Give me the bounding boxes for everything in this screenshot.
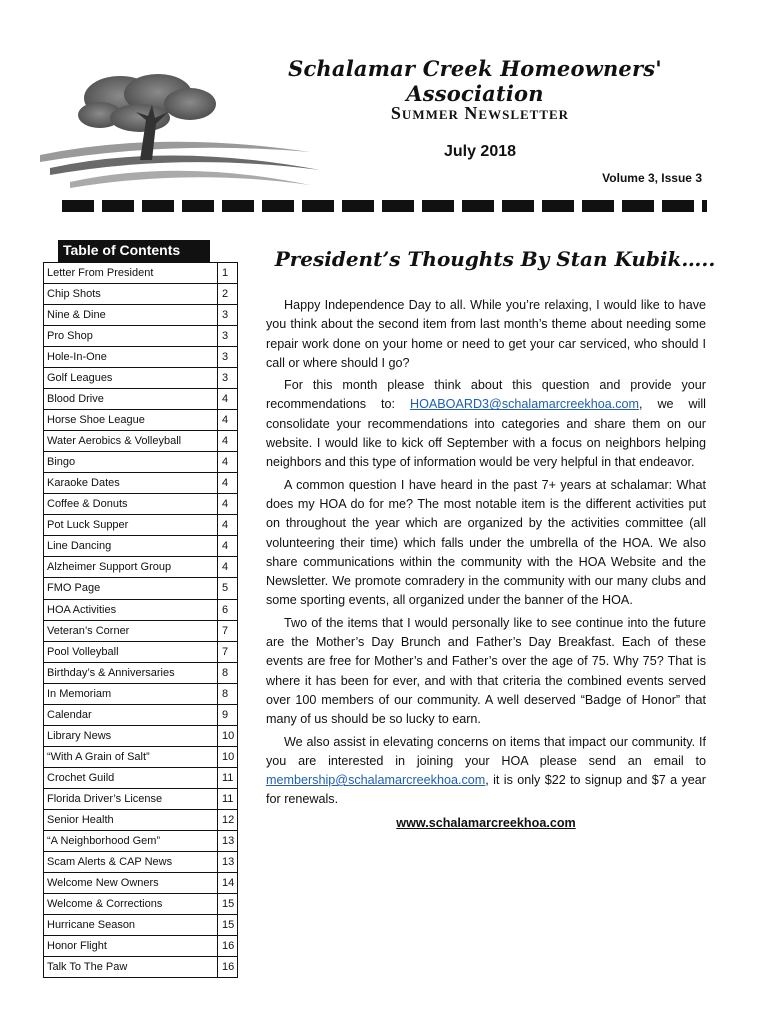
toc-row: [44, 747, 237, 768]
toc-item-title: Scam Alerts & CAP News: [47, 855, 173, 868]
toc-row: [44, 663, 237, 684]
toc-row: [44, 389, 237, 410]
toc-item-title: Crochet Guild: [47, 771, 115, 784]
toc-row: [44, 284, 237, 305]
toc-row: [44, 894, 237, 915]
paragraph-text: , we will consolidate your recommendations into categories and share them on our website. I would like to kick off September with a focus on neighbors helping neighbors and this type of information would be very helpful in that endeavor.: [266, 397, 706, 470]
toc-item-page: 8: [217, 684, 237, 704]
article-body: [266, 296, 706, 833]
toc-item-page: 4: [217, 494, 237, 514]
toc-row: [44, 410, 237, 431]
paragraph-text: We also assist in elevating concerns on items that impact our community. If you are interested in joining your HOA please send an email to: [266, 734, 706, 768]
toc-row: [44, 600, 237, 621]
article-paragraph: A common question I have heard in the past 7+ years at schalamar: What does my HOA do for me? The most notable item is the different activities put on throughout the year which are organized by the activities committee (all volunteering their time) which falls under the umbrella of the HOA. We also share communications within the community with the HOA Website and the Newsletter. We promote comradery in the community with our many clubs and some sporting events, all organized under the banner of the HOA.: [266, 477, 706, 608]
toc-item-page: 16: [217, 957, 237, 977]
toc-item-page: 3: [217, 326, 237, 346]
toc-item-title: HOA Activities: [47, 603, 117, 616]
toc-row: [44, 473, 237, 494]
toc-item-title: Letter From President: [47, 267, 154, 279]
toc-item-page: 4: [217, 389, 237, 409]
membership-email-link[interactable]: membership@schalamarcreekhoa.com: [266, 773, 486, 788]
toc-row: [44, 852, 237, 873]
toc-item-page: 3: [217, 347, 237, 367]
toc-row: [44, 642, 237, 663]
toc-item-page: 4: [217, 515, 237, 535]
toc-row: [44, 557, 237, 578]
toc-item-page: 14: [217, 873, 237, 893]
website-line: [266, 814, 706, 833]
toc-item-title: Horse Shoe League: [47, 414, 145, 427]
toc-item-page: 10: [217, 747, 237, 767]
newsletter-title: Summer Newsletter: [390, 103, 570, 123]
toc-item-page: 4: [217, 431, 237, 451]
toc-item-page: 12: [217, 810, 237, 830]
article-heading: President’s Thoughts By Stan Kubik…..: [274, 247, 716, 271]
toc-row: [44, 789, 237, 810]
toc-row: [44, 305, 237, 326]
toc-item-title: Blood Drive: [47, 393, 104, 406]
toc-row: [44, 431, 237, 452]
toc-item-title: Veteran’s Corner: [47, 624, 130, 637]
toc-item-page: 7: [217, 642, 237, 662]
toc-item-title: In Memoriam: [47, 687, 112, 700]
toc-row: [44, 810, 237, 831]
toc-row: [44, 347, 237, 368]
website-link[interactable]: www.schalamarcreekhoa.com: [396, 815, 576, 830]
toc-item-title: Pro Shop: [47, 330, 93, 343]
toc-item-title: Bingo: [47, 456, 76, 469]
toc-item-title: Nine & Dine: [47, 309, 106, 322]
toc-row: [44, 705, 237, 726]
volume-issue: Volume 3, Issue 3: [602, 171, 702, 185]
toc-item-page: 9: [217, 705, 237, 725]
toc-item-page: 1: [217, 263, 237, 283]
toc-item-page: 4: [217, 536, 237, 556]
toc-item-page: 8: [217, 663, 237, 683]
paragraph-text: For this month please think about this question and provide your recommendations to:: [266, 378, 706, 412]
toc-item-page: 4: [217, 410, 237, 430]
toc-item-title: Senior Health: [47, 813, 114, 826]
article-paragraph: [266, 376, 706, 472]
toc-item-title: Alzheimer Support Group: [47, 561, 172, 574]
toc-item-title: “With A Grain of Salt”: [47, 750, 150, 763]
toc-item-title: Honor Flight: [47, 940, 107, 952]
toc-row: [44, 263, 237, 284]
toc-row: [44, 768, 237, 789]
article-paragraph: Two of the items that I would personally like to see continue into the future are the Mother’s Day Brunch and Father’s Day Breakfast. Each of these events are free for Mother’s and Father’s over the age of 75. Why 75? That is where it has been for ever, and with that criteria the combined events served over 100 members of our community. A well deserved “Badge of Honor” that many of us should be so lucky to earn.: [266, 615, 706, 727]
toc-item-page: 11: [217, 768, 237, 788]
toc-item-title: Golf Leagues: [47, 372, 113, 385]
toc-item-page: 15: [217, 915, 237, 935]
toc-row: [44, 536, 237, 557]
toc-item-page: 16: [217, 936, 237, 956]
toc-item-page: 3: [217, 368, 237, 388]
toc-item-title: Pool Volleyball: [47, 645, 119, 658]
article-paragraph: [266, 733, 706, 810]
toc-item-page: 3: [217, 305, 237, 325]
org-title: Schalamar Creek Homeowners' Association: [288, 56, 662, 106]
toc-item-title: Hole-In-One: [47, 351, 107, 364]
toc-row: [44, 368, 237, 389]
toc-row: [44, 915, 237, 936]
toc-item-page: 2: [217, 284, 237, 304]
toc-item-page: 5: [217, 578, 237, 598]
toc-item-page: 10: [217, 726, 237, 746]
toc-item-title: Hurricane Season: [47, 918, 136, 931]
toc-row: [44, 578, 237, 599]
toc-item-page: 15: [217, 894, 237, 914]
toc-row: [44, 831, 237, 852]
toc-row: [44, 494, 237, 515]
dashed-divider: [62, 200, 707, 212]
toc-row: [44, 452, 237, 473]
toc-item-page: 11: [217, 789, 237, 809]
toc-item-title: Chip Shots: [47, 288, 101, 301]
toc-item-title: Welcome & Corrections: [47, 897, 163, 910]
toc-item-title: Pot Luck Supper: [47, 519, 129, 532]
toc-row: [44, 684, 237, 705]
toc-row: [44, 936, 237, 957]
toc-row: [44, 957, 237, 977]
toc-item-title: Water Aerobics & Volleyball: [47, 435, 182, 448]
toc-item-page: 7: [217, 621, 237, 641]
toc-item-page: 4: [217, 473, 237, 493]
toc-item-page: 4: [217, 557, 237, 577]
toc-item-title: “A Neighborhood Gem”: [47, 834, 161, 847]
toc-item-title: Library News: [47, 729, 112, 742]
table-of-contents: [43, 262, 238, 978]
toc-item-title: Birthday’s & Anniversaries: [47, 666, 175, 679]
toc-item-page: 13: [217, 831, 237, 851]
toc-item-title: Coffee & Donuts: [47, 498, 128, 511]
article-paragraph: Happy Independence Day to all. While you’re relaxing, I would like to have you think about the second item from last month’s theme about needing some repair work done on your home or need to get your car serviced, who should I call or where should I go?: [266, 298, 706, 370]
toc-item-title: FMO Page: [47, 582, 101, 595]
toc-row: [44, 621, 237, 642]
toc-row: [44, 873, 237, 894]
toc-item-title: Florida Driver’s License: [47, 792, 163, 805]
toc-item-title: Calendar: [47, 708, 92, 721]
toc-row: [44, 726, 237, 747]
toc-item-title: Welcome New Owners: [47, 876, 159, 889]
toc-item-title: Karaoke Dates: [47, 477, 120, 490]
hoaboard-email-link[interactable]: HOABOARD3@schalamarcreekhoa.com: [409, 397, 640, 412]
toc-item-title: Talk To The Paw: [47, 961, 128, 974]
toc-item-page: 13: [217, 852, 237, 872]
toc-row: [44, 515, 237, 536]
toc-header: Table of Contents: [58, 240, 210, 262]
toc-item-page: 6: [217, 600, 237, 620]
toc-row: [44, 326, 237, 347]
toc-item-page: 4: [217, 452, 237, 472]
issue-date: July 2018: [443, 143, 517, 160]
paragraph-text: , it is only $22 to signup and $7 a year for renewals.: [266, 773, 706, 807]
toc-item-title: Line Dancing: [47, 540, 112, 553]
